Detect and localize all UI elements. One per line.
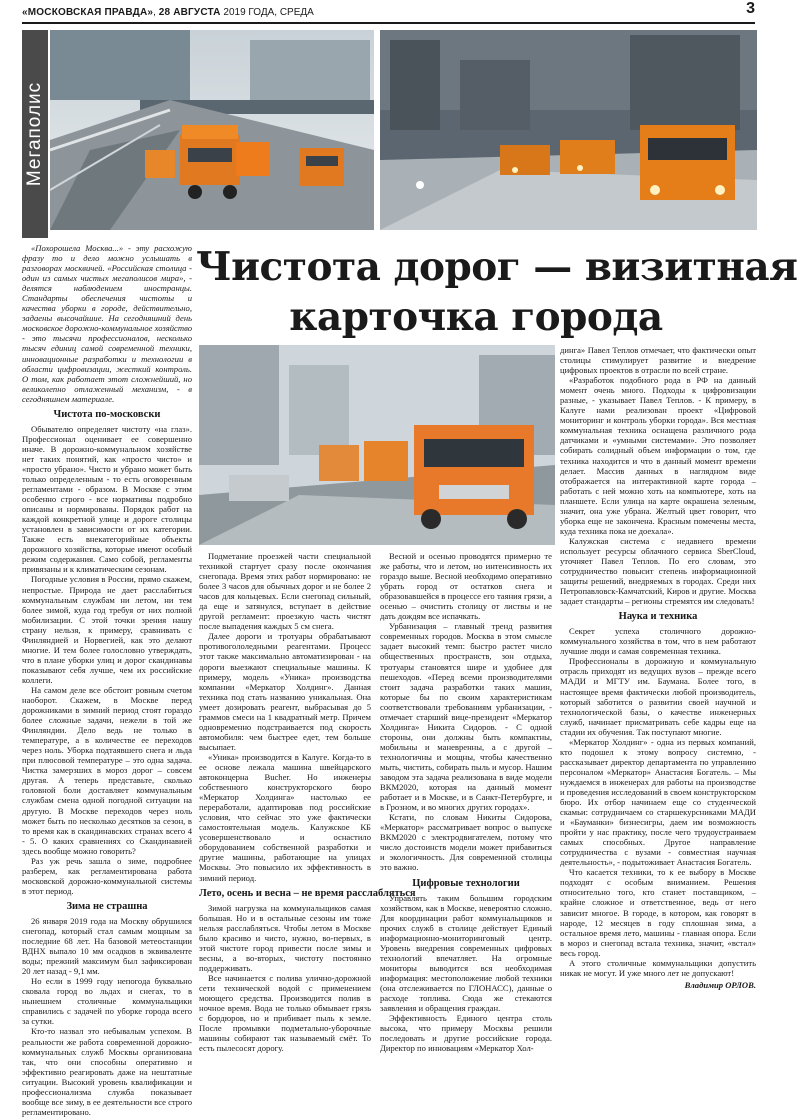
paragraph: Все начинается с полива улично-дорожной сети технической водой с применением моющего средства. Производится полив в ночное время. Вода не только обмывает грязь с бордюров, но и прибивает пыль к земле. После промывки подметально-уборочные машины собирают так называемый смёт. То есть пылесосят дорогу.: [199, 972, 371, 1054]
column-2: [199, 551, 416, 1054]
paragraph: Далее дороги и тротуары обрабатывают противогололедными реагентами. Процесс этот также максимально автоматизирован - на дороги выезжают специальные машины. К примеру, модель «Уника» производства компании «Меркатор Холдинг». Данная техника под стать названию уникальная. Она умеет дозировать реагент, выбрасывая до 5 граммов смеси на 1 квадратный метр. Причем одновременно подстраивается под скорость автомобиля: чем быстрее едет, тем больше высыпает.: [199, 631, 371, 752]
section-heading-zima: Зима не страшна: [66, 900, 148, 912]
paragraph: Обывателю определяет чистоту «на глаз». Профессионал оценивает ее совершенно иначе. В дорожно-коммунальном хозяйстве нет таких понятий, как «просто чисто» и «просто убрано». Чисто и убрано может быть только определенным - то есть оговоренным регламентами - образом. В Москве с этим особенно строго - все нормативы подробно описаны и нормированы. Порядок работ на каждой конкретной улице и дороге столицы установлен в зависимости от их категории. Также есть внекатегорийные объекты дорожного хозяйства, которые имеют особый режим содержания. Само собой, регламенты привязаны и к климатическим сезонам.: [22, 423, 192, 575]
paragraph: Зимой нагрузка на коммунальщиков самая большая. Но и в остальные сезоны им тоже нельзя расслабляться. Чтобы летом в Москве было красиво и чисто, нужно, во-первых, в этой чистоте город привести после зимы и весны, а во-вторых, чистоту постоянно поддерживать.: [199, 902, 371, 973]
paragraph: Подметание проезжей части специальной техникой стартует сразу после окончания снегопада. Время этих работ нормировано: не более 3 часов для обычных дорог и не более 2 часов для кольцевых. Если снегопад сильный, да еще и затянулся, вступает в действие другой регламент: проезжую часть чистят после выпадения каждых 5 см снега.: [199, 551, 371, 632]
article-lead: «Похорошела Москва...» - эту расхожую фразу то и дело можно услышать в разговорах москвичей. «Российская столица - один из самых чистых мегаполисов мира», - делятся наблюдением иностранцы. Стандарты обеспечения чистоты и качества уборки в городе, действительно, задаены высочайшие. На сегодняшний день московское дорожно-коммунальное хозяйство - это тысячи профессионалов, несколько тысяч единиц самой современной техники, инновационные разработки и технологии в области цифровизации, жесткий контроль. О том, как работает этот сложнейший, но великолепно отлаженный механизм, - в сегодняшнем материале.: [22, 243, 192, 404]
rubric-tab: [22, 30, 48, 238]
section-heading-tsifrovye: Цифровые технологии: [412, 877, 520, 889]
column-4: [560, 345, 756, 1021]
column-3: [380, 551, 552, 1054]
paragraph: «Меркатор Холдинг» - одна из первых компаний, кто подошел к этому вопросу системно, - рассказывает директор департамента по управлению персоналом «Меркатор» Анастасия Богатель. – Мы нуждаемся в инженерах для работы на производстве и проведения исследований в своем конструкторском бюро. Их отбор начинаем еще со студенческой скамьи: сотрудничаем со старшекурсниками МАДИ и «Бауманки» бизнесигры, даем им возможность пройти у нас практику, после чего трудоустраиваем самых способных. Другое направление сотрудничества с вузами - совместная научная деятельность», - подытоживает Анастасия Богатель.: [560, 736, 756, 868]
photo-center: [199, 345, 555, 545]
paragraph: динга» Павел Теплов отмечает, что фактически опыт столицы стимулирует развитие и внедрение цифровых проектов в отрасли по всей стране.: [560, 345, 756, 376]
paragraph: На самом деле все обстоит ровным счетом наоборот. Скажем, в Москве перед дорожниками в зимний период стоят гораздо более сложные задачи, нежели в той же Финляндии. Дело ведь не только в температуре, а в количестве ее переходов через ноль. Уборка подтаявшего снега и льда при плюсовой температуре – это одна задача. Чистка замерзших в мороз дорог – совсем другая. А теперь представьте, сколько головной боли доставляет коммунальным службам смена одной погодной ситуации на другую. В Москве переходов через ноль может быть по несколько десятков за сезон, в то время как в скандинавских странах всего 4 - 5. О каких сравнениях со Скандинавией здесь вообще можно говорить?: [22, 684, 192, 856]
photo-top-left: [50, 30, 374, 230]
page-number: 3: [746, 0, 755, 17]
road-sweepers-day-image: [50, 30, 374, 230]
section-heading-chistota: Чистота по-московски: [53, 408, 161, 420]
paragraph: Погодные условия в России, прямо скажем, непростые. Природа не дает расслабиться коммунальным службам ни летом, ни тем более зимой, куда год требуя от них полной мобилизации. С этой точки зрения нашу страну нельзя, к примеру, сравнивать с Финляндией и Норвегией, как это делают многие. И тем более голословно утверждать, что в плане уборки улиц и дорог скандинавы показывают себя лучше, чем их российские коллеги.: [22, 574, 192, 685]
rubric-label: Мегаполис: [24, 81, 46, 187]
paragraph: 26 января 2019 года на Москву обрушился снегопад, который стал самым мощным за последние 68 лет. На базовой метеостанции ВДНХ выпало 10 мм осадков в эквиваленте воды; прежний максимум был зафиксирован 20 лет назад - 9,1 мм.: [22, 915, 192, 977]
paragraph: Секрет успеха столичного дорожно-коммунального хозяйства в том, что в нем работают лучшие люди и самая современная техника.: [560, 626, 756, 657]
issue-date: 28 АВГУСТА: [158, 7, 221, 18]
paragraph: Кстати, по словам Никиты Сидорова, «Меркатор» рассматривает вопрос о выпуске ВКМ2020 с электродвигателем, потому что число достоинств модели может прибавиться и экологичность. Для современной столицы это важно.: [380, 812, 552, 873]
paragraph: Профессионалы в дорожную и коммунальную отрасль приходят из ведущих вузов – прежде всего МАДИ и МГТУ им. Баумана. Более того, в настоящее время фактически любой производитель, который заботится о развитии своей научной и технологической базы, о качестве инженерных служб, начинает присматривать себе кадры еще на стадии их обучения. Так поступают многие.: [560, 656, 756, 737]
paragraph: Кто-то назвал это небывалым успехом. В реальности же работа современной дорожно-коммунальных служб Москвы организована так, что они способны оперативно и эффективно реагировать даже на нештатные ситуации. Высокий уровень квалификации и профессионализма служба показывает вообще все зиму, в ее деятельности все строго регламентировано.: [22, 1026, 192, 1117]
issue-year-weekday: 2019 ГОДА, СРЕДА: [223, 7, 314, 18]
paragraph: Урбанизация – главный тренд развития современных городов. Москва в этом смысле задает высокий темп: быстро растет число общественных пространств, зон отдыха, тротуары становятся шире и удобнее для пешеходов. «Перед всеми производителями стоит задача разработки таких машин, которые бы по своим характеристикам соответствовали требованиям урбанизации, - отмечает старший вице-президент «Меркатор Холдинга» Никита Сидоров. - С одной стороны, они должны быть компактны, мобильны и маневренны, а с другой – технологичны и мощны, чтобы качественно мыть, чистить, собирать пыль и мусор. Нашим заводом эта задача реализована в виде модели ВКМ2020, которая на данный момент работает и в Москве, и в Санкт-Петербурге, и в Грозном, и во многих других городах».: [380, 621, 552, 813]
section-heading-nauka: Наука и техника: [618, 611, 698, 623]
paragraph: «Уника» производится в Калуге. Когда-то в ее основе лежала машина швейцарского автоконцерна Bucher. Но инженеры собственного конструкторского бюро «Меркатор Холдинга» настолько ее переработали, адаптировав под российские условия, что сейчас это уже фактически самостоятельная модель. Калужское КБ усовершенствовало и оснастило оборудованием собственной разработки и другие машины, работающие на улицах Москвы. Это повысило их эффективность в зимний период.: [199, 751, 371, 883]
author-signature: Владимир ОРЛОВ.: [684, 979, 756, 990]
road-sweepers-night-image: [380, 30, 757, 230]
paragraph: Но если в 1999 году непогода буквально сковала город во льдах и снегах, то в нынешнем столичные коммунальщики справились с задачей по уборке города всего за сутки.: [22, 976, 192, 1027]
section-heading-leto: Лето, осень и весна – не время расслабляться: [199, 887, 416, 899]
paragraph: А этого столичные коммунальщики допустить никак не могут. И уже много лет не допускают!: [560, 957, 756, 978]
paragraph: Раз уж речь зашла о зиме, подробнее разберем, как регламентирована работа московской дорожно-коммунальной системы в этот период.: [22, 855, 192, 896]
photo-top-right: [380, 30, 757, 230]
paragraph: Эффективность Единого центра столь высока, что примеру Москвы решили последовать и другие российские города. Директор по инновациям «Меркатор Хол-: [380, 1013, 552, 1054]
paragraph: Калужская система с недавнего времени использует ресурсы облачного сервиса SberCloud, уточняет Павел Теплов. По его словам, это сотрудничество повысит степень информационной защиты решений, внедряемых в городах. Среди них Петропавловск-Камчатский, Киров и другие. Москва задает стандарты – регионы стремятся им следовать!: [560, 535, 756, 607]
newspaper-name: «МОСКОВСКАЯ ПРАВДА»: [22, 7, 154, 18]
article-title: [196, 242, 797, 342]
column-1: [22, 243, 192, 1117]
title-line-2: карточка города: [289, 294, 663, 340]
paragraph: Управлять таким большим городским хозяйством, как в Москве, невероятно сложно. Для координации работ коммунальщиков и прочих служб в столице действует Единый информационно-мониторинговый центр. Уровень внедрения современных цифровых технологий впечатляет. На огромные мониторы выводится вся необходимая информация: местоположение любой техники (она отслеживается по ГЛОНАСС), данные о расходе топлива. Сюда же стекаются заявления и обращения граждан.: [380, 892, 552, 1014]
paragraph: Что касается техники, то к ее выбору в Москве подходят с особым вниманием. Решения относительно того, кто станет поставщиком, – крайне сложное и ответственное, ведь от него зависит многое. В городе, в котором, как говорят в народе, 12 месяцев в году сплошная зима, а остальное время лето, машины - главная опора. Если в мороз и снегопад встала техника, значит, «встал» весь город.: [560, 867, 756, 958]
paragraph: «Разработок подобного рода в РФ на данный момент очень много. Подходы к цифровизации разные, - указывает Павел Теплов. - К примеру, в Калуге нами реализован проект «Цифровой мониторинг и контроль уборки города». Вся местная коммунальная техника оснащена различного рода датчиками и «умными системами». Это позволяет собирать солидный объем информации о том, где техника находится и что в данный момент времени делает. Массив данных в наглядном виде отображается на интерактивной карте города – работать с ней можно хоть на компьютере, хоть на планшете. Если улица на карте окрашена зеленым, значит, она уже убрана. Желтый цвет говорит, что уборка еще не закончена. Красным помечены места, куда техника пока не доехала».: [560, 375, 756, 536]
kamaz-convoy-image: [199, 345, 555, 545]
title-line-1: Чистота дорог — визитная: [196, 244, 797, 290]
page-header: «МОСКОВСКАЯ ПРАВДА», 28 АВГУСТА 2019 ГОДА, СРЕДА 3: [22, 6, 755, 24]
paragraph: Весной и осенью проводятся примерно те же работы, что и летом, но интенсивность их гораздо выше. Весной необходимо оперативно убрать город от остатков снега и образовавшейся в процессе его таяния грязи, а осенью – очистить столицу от листвы и не дать дождям все испачкать.: [380, 551, 552, 622]
